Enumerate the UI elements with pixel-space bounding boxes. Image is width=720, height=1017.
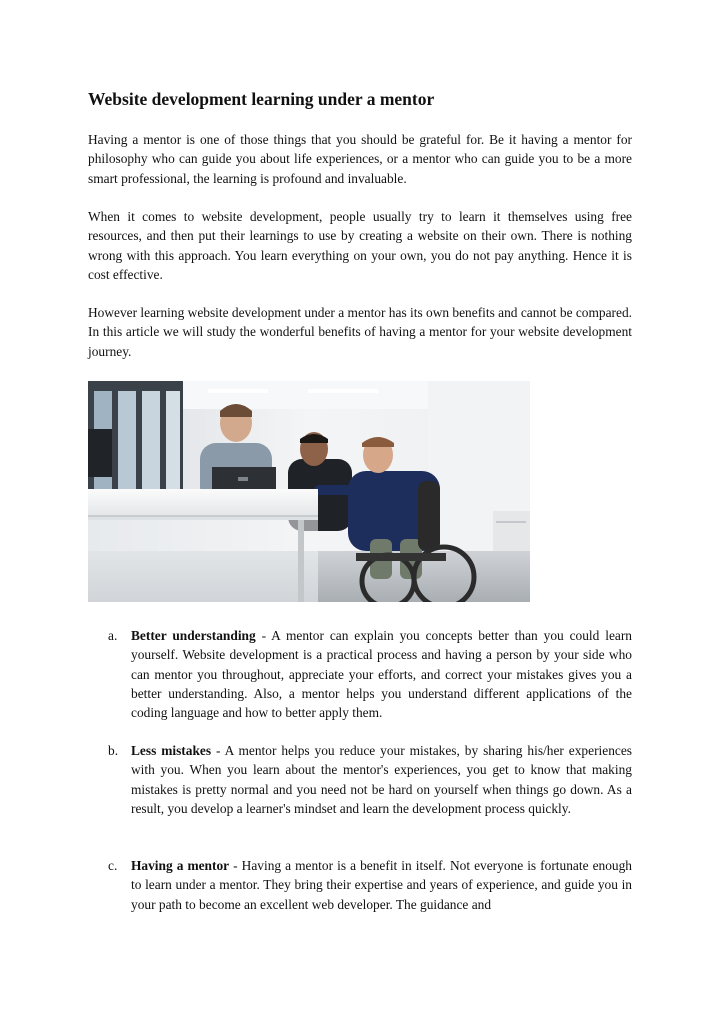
intro-paragraph: Having a mentor is one of those things that you should be grateful for. Be it having a mentor for philosophy who can guide you about life experiences, or a mentor who can guide you to be a more smart professional, the learning is profound and invaluable. <box>88 132 632 186</box>
list-item-text: - A mentor helps you reduce your mistakes, by sharing his/her experiences with you. When you learn about the mentor's experiences, you get to know that making mistakes is pretty normal and you need not be hard on yourself when things go down. As a result, you develop a learner's mindset and learn the development process quickly. <box>131 743 632 816</box>
office-photo <box>88 381 530 602</box>
body-paragraph-3: However learning website development under a mentor has its own benefits and cannot be compared. In this article we will study the wonderful benefits of having a mentor for your website development journey. <box>88 305 633 359</box>
list-item-heading: Less mistakes <box>131 743 212 758</box>
list-marker: a. <box>108 628 118 643</box>
list-item-heading: Having a mentor <box>131 858 230 873</box>
list-item-text: - Having a mentor is a benefit in itself. Not everyone is fortunate enough to learn under a mentor. They bring their expertise and years of experience, and guide you in your path to become an excellent web developer. The guidance and <box>131 858 632 912</box>
list-item-heading: Better understanding <box>131 628 256 643</box>
list-item-text: - A mentor can explain you concepts better than you could learn yourself. Website development is a practical process and having a person by your side who can mentor you throughout, appreciate your efforts, and correct your mistakes gives you a better understanding. Also, a mentor helps you understand different applications of the coding language and how to better apply them. <box>131 628 632 721</box>
page-title: Website development learning under a mentor <box>88 89 435 109</box>
list-item <box>108 626 632 722</box>
list-item <box>108 856 632 914</box>
body-paragraph-2: When it comes to website development, people usually try to learn it themselves using free resources, and then put their learnings to use by creating a website on their own. There is nothing wrong with this approach. You learn everything on your own, you do not pay anything. Hence it is cost effective. <box>88 209 632 282</box>
list-marker: b. <box>108 743 119 758</box>
list-item-body <box>131 856 632 914</box>
list-item-body <box>131 626 632 722</box>
list-marker: c. <box>108 858 118 873</box>
list-item <box>108 741 632 818</box>
list-item-body <box>131 741 632 818</box>
